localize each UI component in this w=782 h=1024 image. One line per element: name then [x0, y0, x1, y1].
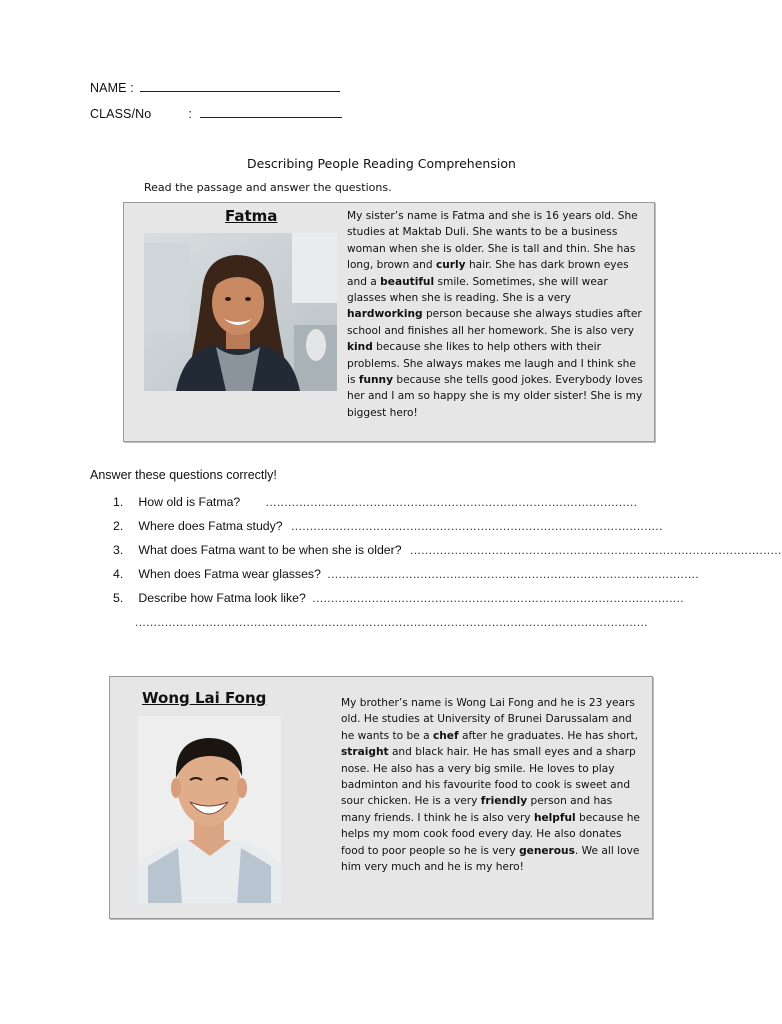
name-field: [90, 80, 340, 95]
answer-line-1[interactable]: ....................................................................................................: [265, 495, 638, 509]
fatma-passage-panel: [123, 202, 655, 442]
name-blank[interactable]: [140, 80, 340, 92]
question-number: 2.: [113, 519, 124, 533]
name-label: NAME :: [90, 81, 134, 95]
class-blank[interactable]: [200, 106, 342, 118]
wong-passage-panel: [109, 676, 653, 919]
passage-segment: hair. She has dark brown eyes and a: [347, 259, 629, 288]
passage-segment: My sister’s name is Fatma and she is 16 years old. She studies at Maktab Duli. She wants to be a business woman when she is older. She is tall and thin. She has long, brown and: [347, 210, 638, 272]
passage-keyword: kind: [347, 341, 373, 354]
fatma-portrait-image: [144, 233, 337, 391]
question-2: [113, 519, 663, 533]
passage-segment: because she likes to help others with their problems. She always makes me laugh and I think she is: [347, 341, 636, 387]
question-1: [113, 495, 653, 509]
passage-keyword: chef: [432, 729, 459, 742]
questions-heading: Answer these questions correctly!: [90, 468, 277, 482]
wong-name-heading: Wong Lai Fong: [142, 689, 267, 707]
fatma-name-heading: Fatma: [225, 207, 278, 225]
passage-segment: because she tells good jokes. Everybody loves her and I am so happy she is my older sister! She is my biggest hero!: [347, 374, 643, 419]
passage-keyword: hardworking: [347, 308, 423, 321]
passage-segment: after he graduates. He has short,: [458, 729, 638, 742]
question-text: Where does Fatma study?: [138, 519, 283, 533]
question-text: How old is Fatma?: [138, 495, 241, 509]
passage-segment: . We all love him very much and he is my hero!: [341, 844, 640, 874]
passage-keyword: friendly: [480, 795, 528, 808]
question-number: 1.: [113, 495, 124, 509]
question-text: What does Fatma want to be when she is older?: [138, 543, 402, 557]
class-label: CLASS/No: [90, 107, 152, 121]
answer-line-3[interactable]: ....................................................................................................: [410, 543, 782, 557]
question-text: When does Fatma wear glasses?: [138, 567, 321, 581]
passage-keyword: beautiful: [380, 275, 435, 288]
passage-keyword: helpful: [533, 811, 576, 824]
wong-passage-text: [341, 695, 641, 875]
answer-line-5b[interactable]: ..........................................................................................................................................: [135, 615, 648, 629]
passage-segment: person because she always studies after school and finishes all her homework. She is also very: [347, 308, 642, 337]
passage-keyword: funny: [358, 374, 393, 387]
answer-line-2[interactable]: ....................................................................................................: [291, 519, 663, 533]
worksheet-instruction: Read the passage and answer the questions.: [144, 181, 392, 194]
question-text: Describe how Fatma look like?: [138, 591, 306, 605]
question-3: [113, 543, 782, 557]
fatma-photo: [144, 233, 337, 391]
class-field: [90, 106, 342, 121]
question-number: 4.: [113, 567, 124, 581]
passage-segment: person and has many friends. I think he is also very: [341, 795, 613, 824]
passage-segment: because he helps my mom cook food every day. He also donates food to poor people so he is very: [341, 811, 640, 857]
answer-line-4[interactable]: ....................................................................................................: [327, 567, 699, 581]
question-5-extra-line: [135, 615, 653, 629]
wong-photo: [138, 716, 281, 903]
question-5: [113, 591, 684, 605]
class-colon: :: [188, 107, 192, 121]
passage-keyword: straight: [341, 746, 389, 759]
passage-segment: smile. Sometimes, she will wear glasses when she is reading. She is a very: [347, 275, 608, 305]
answer-line-5[interactable]: ....................................................................................................: [312, 591, 684, 605]
question-number: 5.: [113, 591, 124, 605]
passage-keyword: generous: [519, 844, 575, 857]
passage-segment: and black hair. He has small eyes and a sharp nose. He also has a very big smile. He loves to play badminton and his favourite food to cook is sweet and sour chicken. He is a very: [341, 746, 636, 808]
wong-portrait-image: [138, 716, 281, 903]
question-4: [113, 567, 699, 581]
worksheet-title: Describing People Reading Comprehension: [247, 156, 516, 171]
fatma-passage-text: [347, 208, 643, 421]
passage-keyword: curly: [435, 259, 466, 272]
passage-segment: My brother’s name is Wong Lai Fong and he is 23 years old. He studies at University of Brunei Darussalam and he wants to be a: [341, 697, 635, 742]
question-number: 3.: [113, 543, 124, 557]
